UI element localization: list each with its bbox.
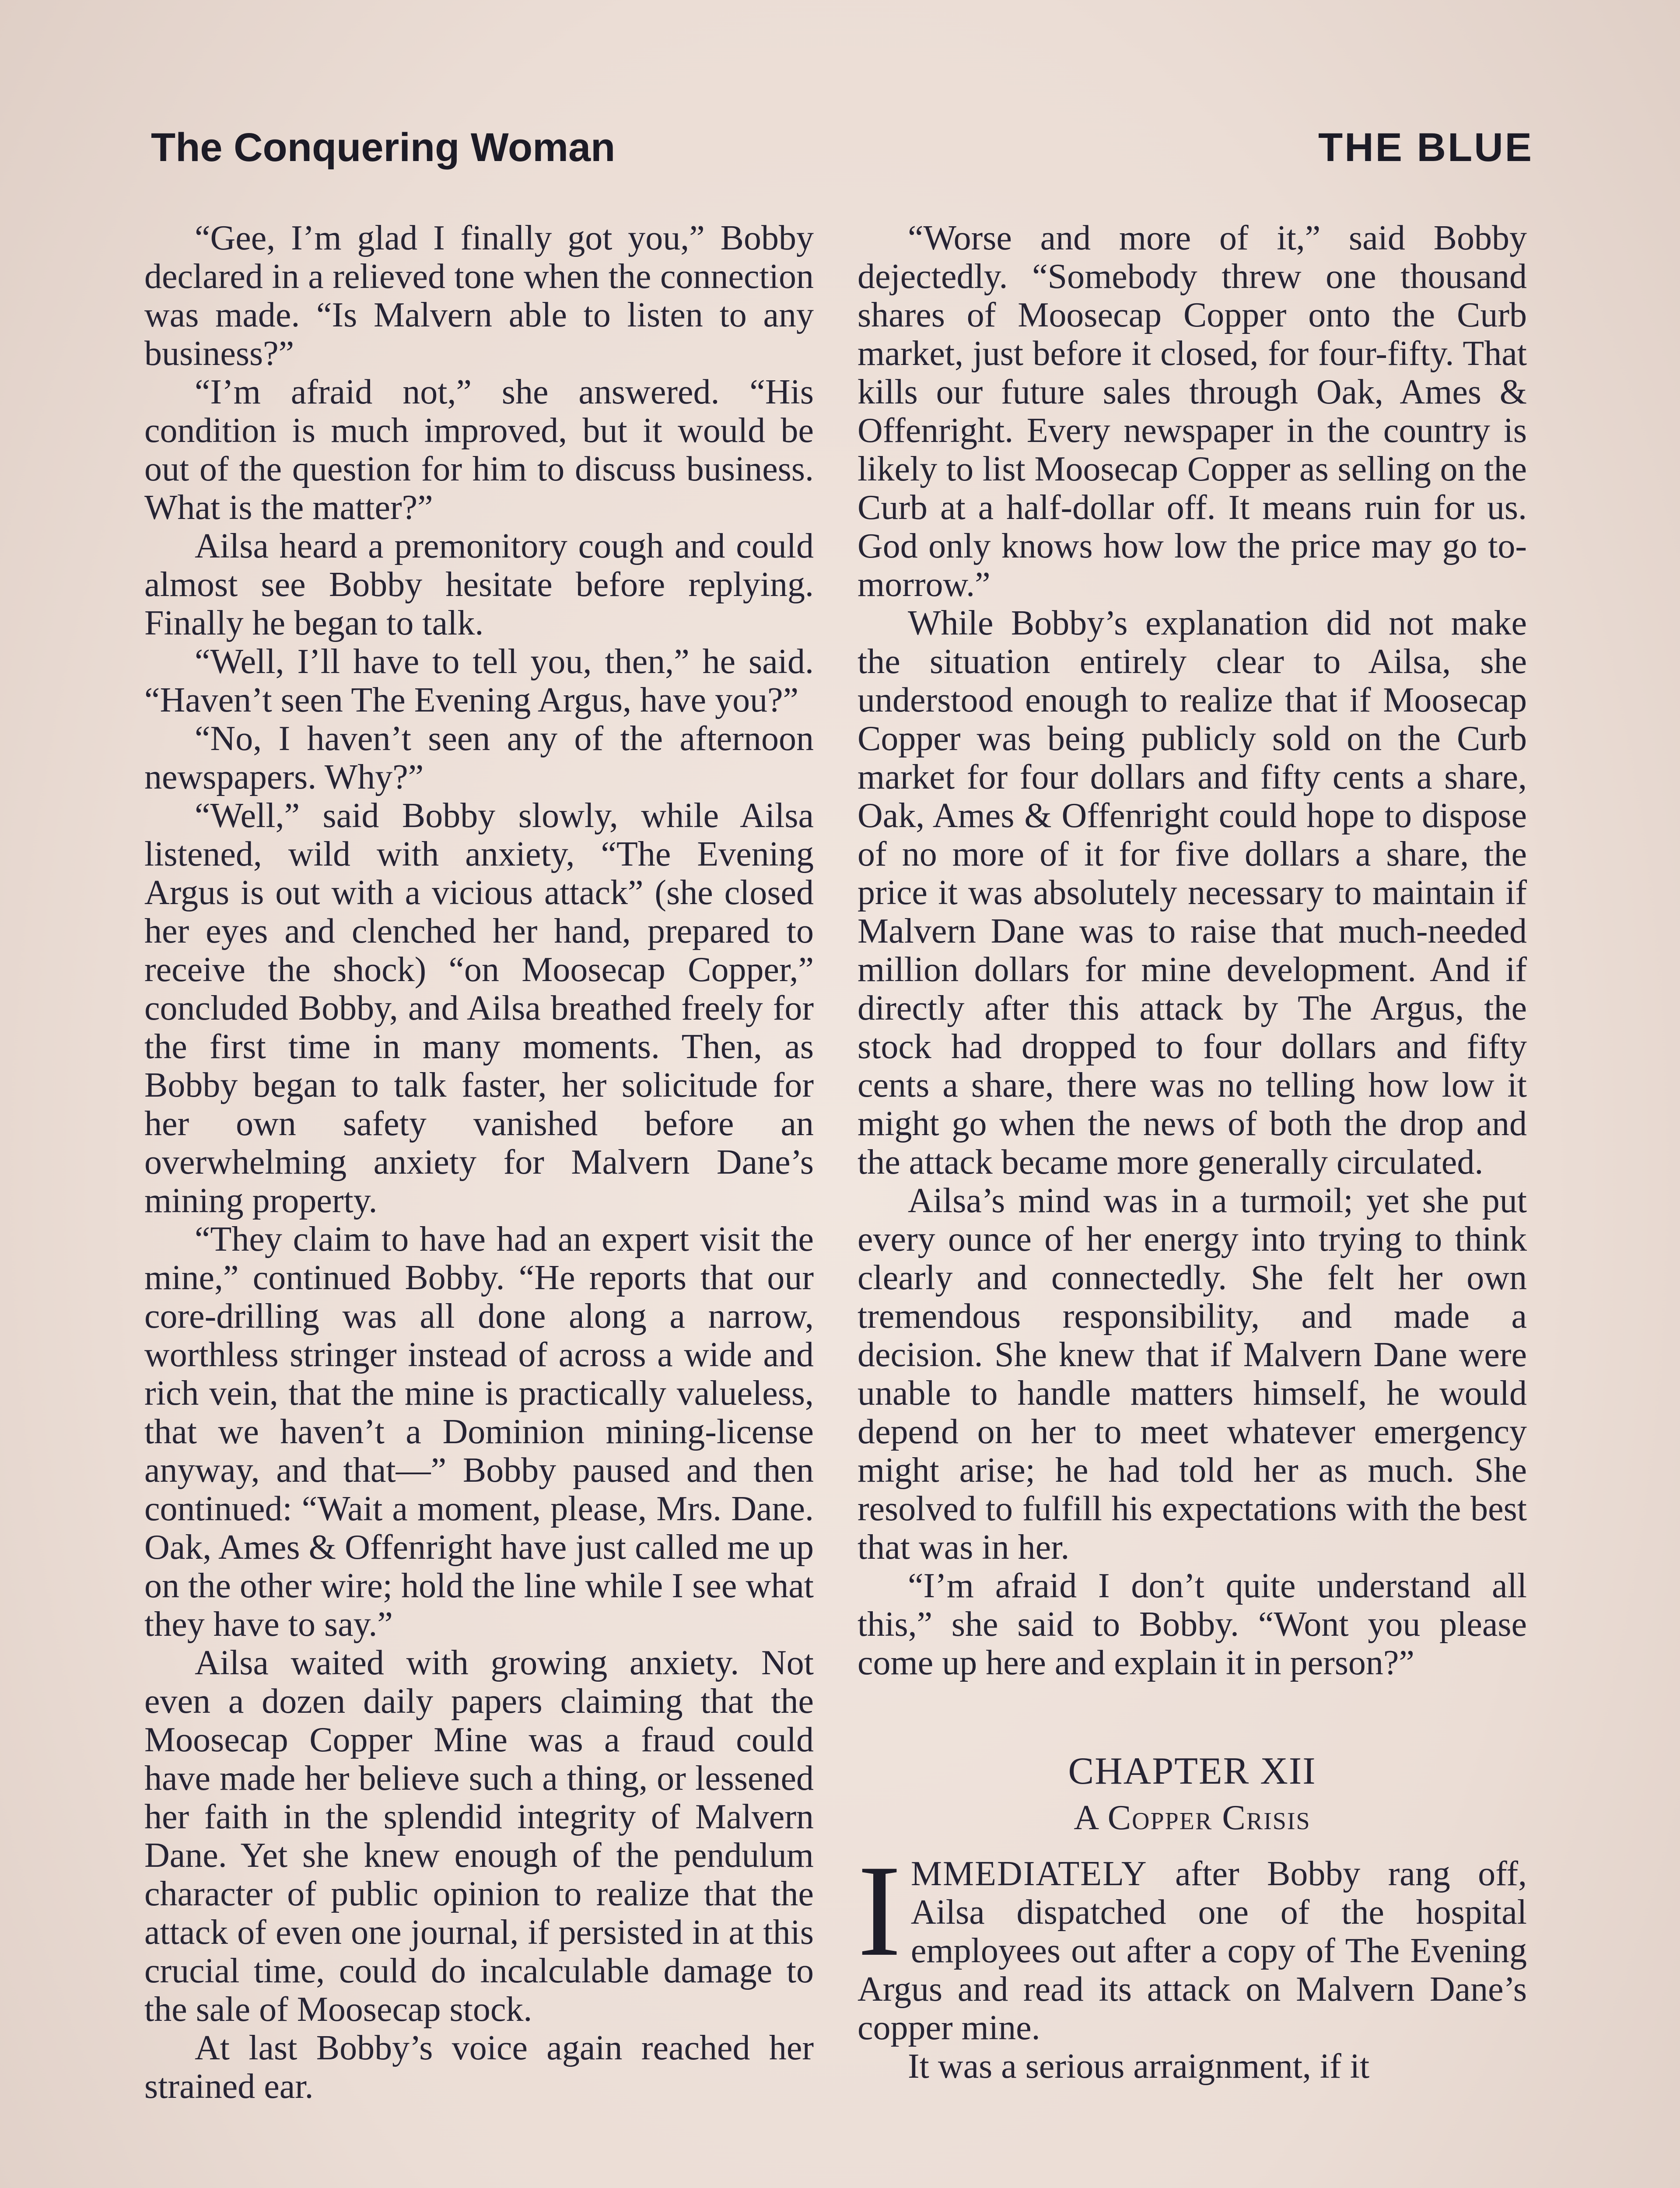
paragraph: “No, I haven’t seen any of the afternoon newspapers. Why?” [144, 719, 814, 796]
paragraph: It was a serious arraignment, if it [908, 2047, 1370, 2086]
chapter-title: A Copper Crisis [1074, 1799, 1311, 1837]
paragraph: Ailsa’s mind was in a turmoil; yet she put every ounce of her energy into trying to think clearly and connectedly. She felt her own tremendous responsibility, and made a decision. She knew that if Malvern Dane were unable to handle matters himself, he would depend on her to meet whatever emergency might arise; he had told her as much. She resolved to fulfill his expectations with the best that was in her. [858, 1182, 1527, 1567]
story-title: The Conquering Woman [151, 125, 616, 170]
running-header [151, 125, 1533, 182]
magazine-title: THE BLUE [1318, 125, 1533, 170]
paragraph: “Well,” said Bobby slowly, while Ailsa listened, wild with anxiety, “The Evening Argus is out with a vicious attack” (she closed her eyes and clenched her hand, prepared to receive the shock) “on Moosecap Copper,” concluded Bobby, and Ailsa breathed freely for the first time in many moments. Then, as Bobby began to talk faster, her solicitude for her own safety vanished before an overwhelming anxiety for Malvern Dane’s mining property. [144, 796, 814, 1220]
paragraph: While Bobby’s explanation did not make the situation entirely clear to Ailsa, she understood enough to realize that if Moosecap Copper was being publicly sold on the Curb market for four dollars and fifty cents a share, Oak, Ames & Offenright could hope to dispose of no more of it for five dollars a share, the price it was absolutely necessary to maintain if Malvern Dane was to raise that much-needed million dollars for mine development. And if directly after this attack by The Argus, the stock had dropped to four dollars and fifty cents a share, there was no telling how low it might go when the news of both the drop and the attack became more generally circulated. [858, 604, 1527, 1182]
paragraph: “Well, I’ll have to tell you, then,” he said. “Haven’t seen The Evening Argus, have you?” [144, 642, 814, 719]
opening-text: after Bobby rang off, Ailsa dispatched one of the hospital employees out after a copy of The Evening Argus and read its attack on Malvern Dane’s copper mine. [858, 1855, 1527, 2047]
paragraph: Ailsa waited with growing anxiety. Not even a dozen daily papers claiming that the Moosecap Copper Mine was a fraud could have made her believe such a thing, or lessened her faith in the splendid integrity of Malvern Dane. Yet she knew enough of the pendulum character of public opinion to realize that the attack of even one journal, if persisted in at this crucial time, could do incalculable damage to the sale of Moosecap stock. [144, 1644, 814, 2029]
paragraph: Ailsa heard a premonitory cough and could almost see Bobby hesitate before replying. Finally he began to talk. [144, 527, 814, 642]
paragraph: “I’m afraid not,” she answered. “His condition is much improved, but it would be out of the question for him to discuss business. What is the matter?” [144, 373, 814, 527]
paragraph: “Worse and more of it,” said Bobby dejectedly. “Somebody threw one thousand shares of Moosecap Copper onto the Curb market, just before it closed, for four-fifty. That kills our future sales through Oak, Ames & Offenright. Every newspaper in the country is likely to list Moosecap Copper as selling on the Curb at a half-dollar off. It means ruin for us. God only knows how low the price may go to-morrow.” [858, 219, 1527, 604]
paragraph: “I’m afraid I don’t quite understand all this,” she said to Bobby. “Wont you please come up here and explain it in person?” [858, 1567, 1527, 1682]
left-text-column [144, 219, 814, 2188]
paragraph: “Gee, I’m glad I finally got you,” Bobby declared in a relieved tone when the connection was made. “Is Malvern able to listen to any business?” [144, 219, 814, 373]
chapter-opening-paragraph [858, 1838, 1527, 2047]
right-text-column [858, 219, 1527, 2188]
chapter-heading: CHAPTER XII [1068, 1750, 1316, 1792]
paragraph: At last Bobby’s voice again reached her strained ear. [144, 2029, 814, 2106]
drop-cap: I [858, 1838, 901, 1983]
paragraph: “They claim to have had an expert visit the mine,” continued Bobby. “He reports that our core-drilling was all done along a narrow, worthless stringer instead of across a wide and rich vein, that the mine is practically valueless, that we haven’t a Dominion mining-license anyway, and that—” Bobby paused and then continued: “Wait a moment, please, Mrs. Dane. Oak, Ames & Offenright have just called me up on the other wire; hold the line while I see what they have to say.” [144, 1220, 814, 1644]
opening-caps: MMEDIATELY [910, 1855, 1148, 1893]
